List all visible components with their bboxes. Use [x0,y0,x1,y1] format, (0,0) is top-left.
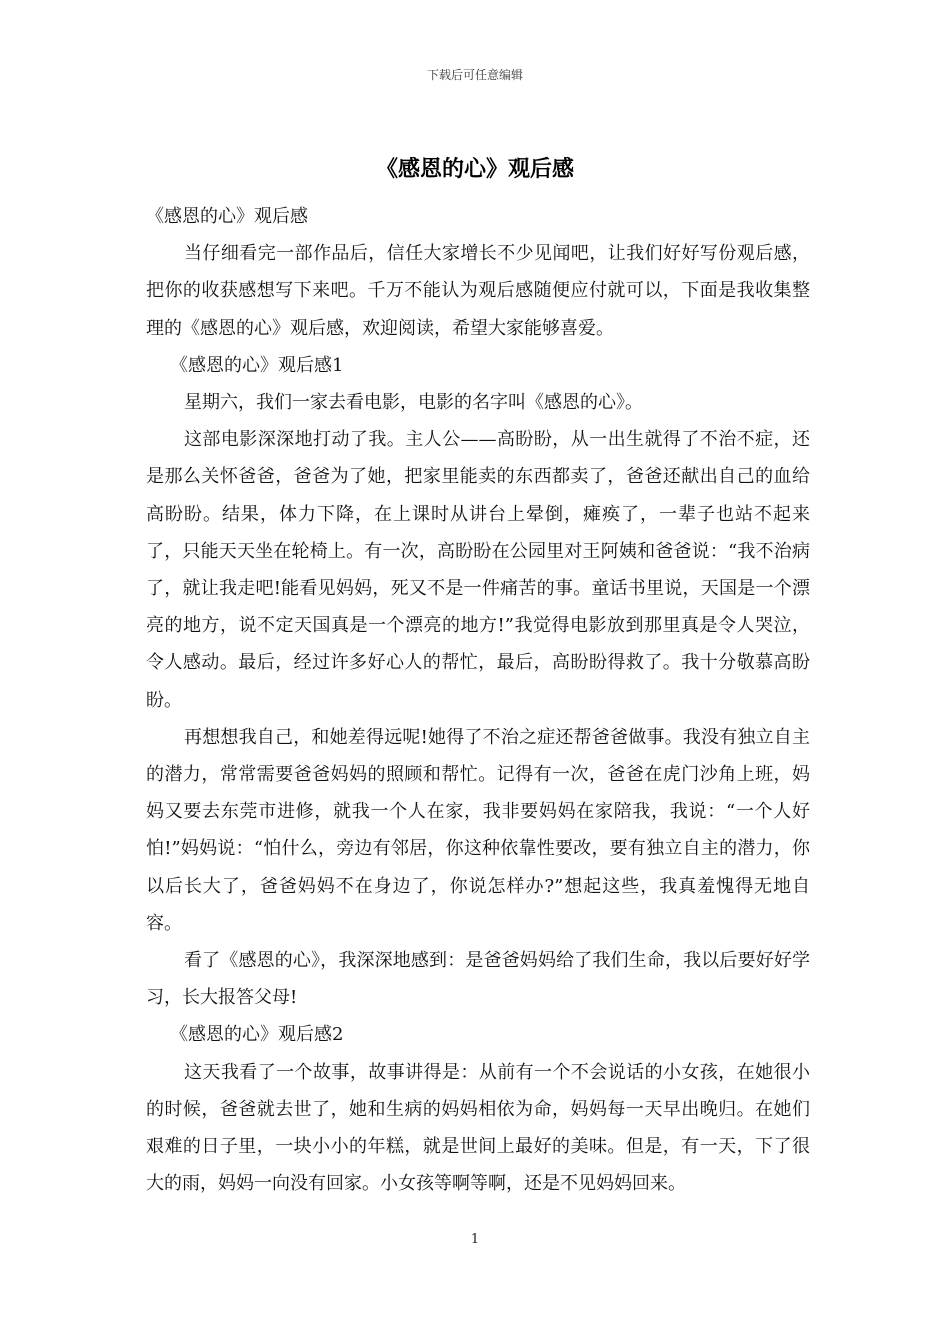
section-heading-1: 《感恩的心》观后感1 [170,354,344,376]
paragraph: 再想想我自己，和她差得远呢!她得了不治之症还帮爸爸做事。我没有独立自主的潜力，常常需要爸爸妈妈的照顾和帮忙。记得有一次，爸爸在虎门沙角上班，妈妈又要去东莞市进修，就我一个人在家，我非要妈妈在家陪我，我说：“一个人好怕!”妈妈说：“怕什么，旁边有邻居，你这种依靠性要改，要有独立自主的潜力，你以后长大了，爸爸妈妈不在身边了，你说怎样办?”想起这些，我真羞愧得无地自容。 [146,726,810,934]
document-body [146,198,810,1202]
header-note: 下载后可任意编辑 [426,68,523,82]
paragraph: 这天我看了一个故事，故事讲得是：从前有一个不会说话的小女孩，在她很小的时候，爸爸就去世了，她和生病的妈妈相依为命，妈妈每一天早出晚归。在她们艰难的日子里，一块小小的年糕，就是世间上最好的美味。但是，有一天，下了很大的雨，妈妈一向没有回家。小女孩等啊等啊，还是不见妈妈回来。 [146,1061,810,1195]
paragraph-intro: 当仔细看完一部作品后，信任大家增长不少见闻吧，让我们好好写份观后感，把你的收获感想写下来吧。千万不能认为观后感随便应付就可以，下面是我收集整理的《感恩的心》观后感，欢迎阅读，希望大家能够喜爱。 [146,243,810,339]
paragraph-subtitle: 《感恩的心》观后感 [146,206,308,227]
document-title: 《感恩的心》观后感 [375,156,574,182]
paragraph: 这部电影深深地打动了我。主人公——高盼盼，从一出生就得了不治不症，还是那么关怀爸爸，爸爸为了她，把家里能卖的东西都卖了，爸爸还献出自己的血给高盼盼。结果，体力下降，在上课时从讲台上晕倒，瘫痪了，一辈子也站不起来了，只能天天坐在轮椅上。有一次，高盼盼在公园里对王阿姨和爸爸说：“我不治病了，就让我走吧!能看见妈妈，死又不是一件痛苦的事。童话书里说，天国是一个漂亮的地方，说不定天国真是一个漂亮的地方!”我觉得电影放到那里真是令人哭泣，令人感动。最后，经过许多好心人的帮忙，最后，高盼盼得救了。我十分敬慕高盼盼。 [146,429,810,711]
page-number: 1 [470,1232,480,1247]
section-heading-2: 《感恩的心》观后感2 [170,1024,344,1046]
paragraph: 星期六，我们一家去看电影，电影的名字叫《感恩的心》。 [184,392,643,414]
paragraph: 看了《感恩的心》，我深深地感到：是爸爸妈妈给了我们生命，我以后要好好学习，长大报答父母! [146,950,810,1009]
